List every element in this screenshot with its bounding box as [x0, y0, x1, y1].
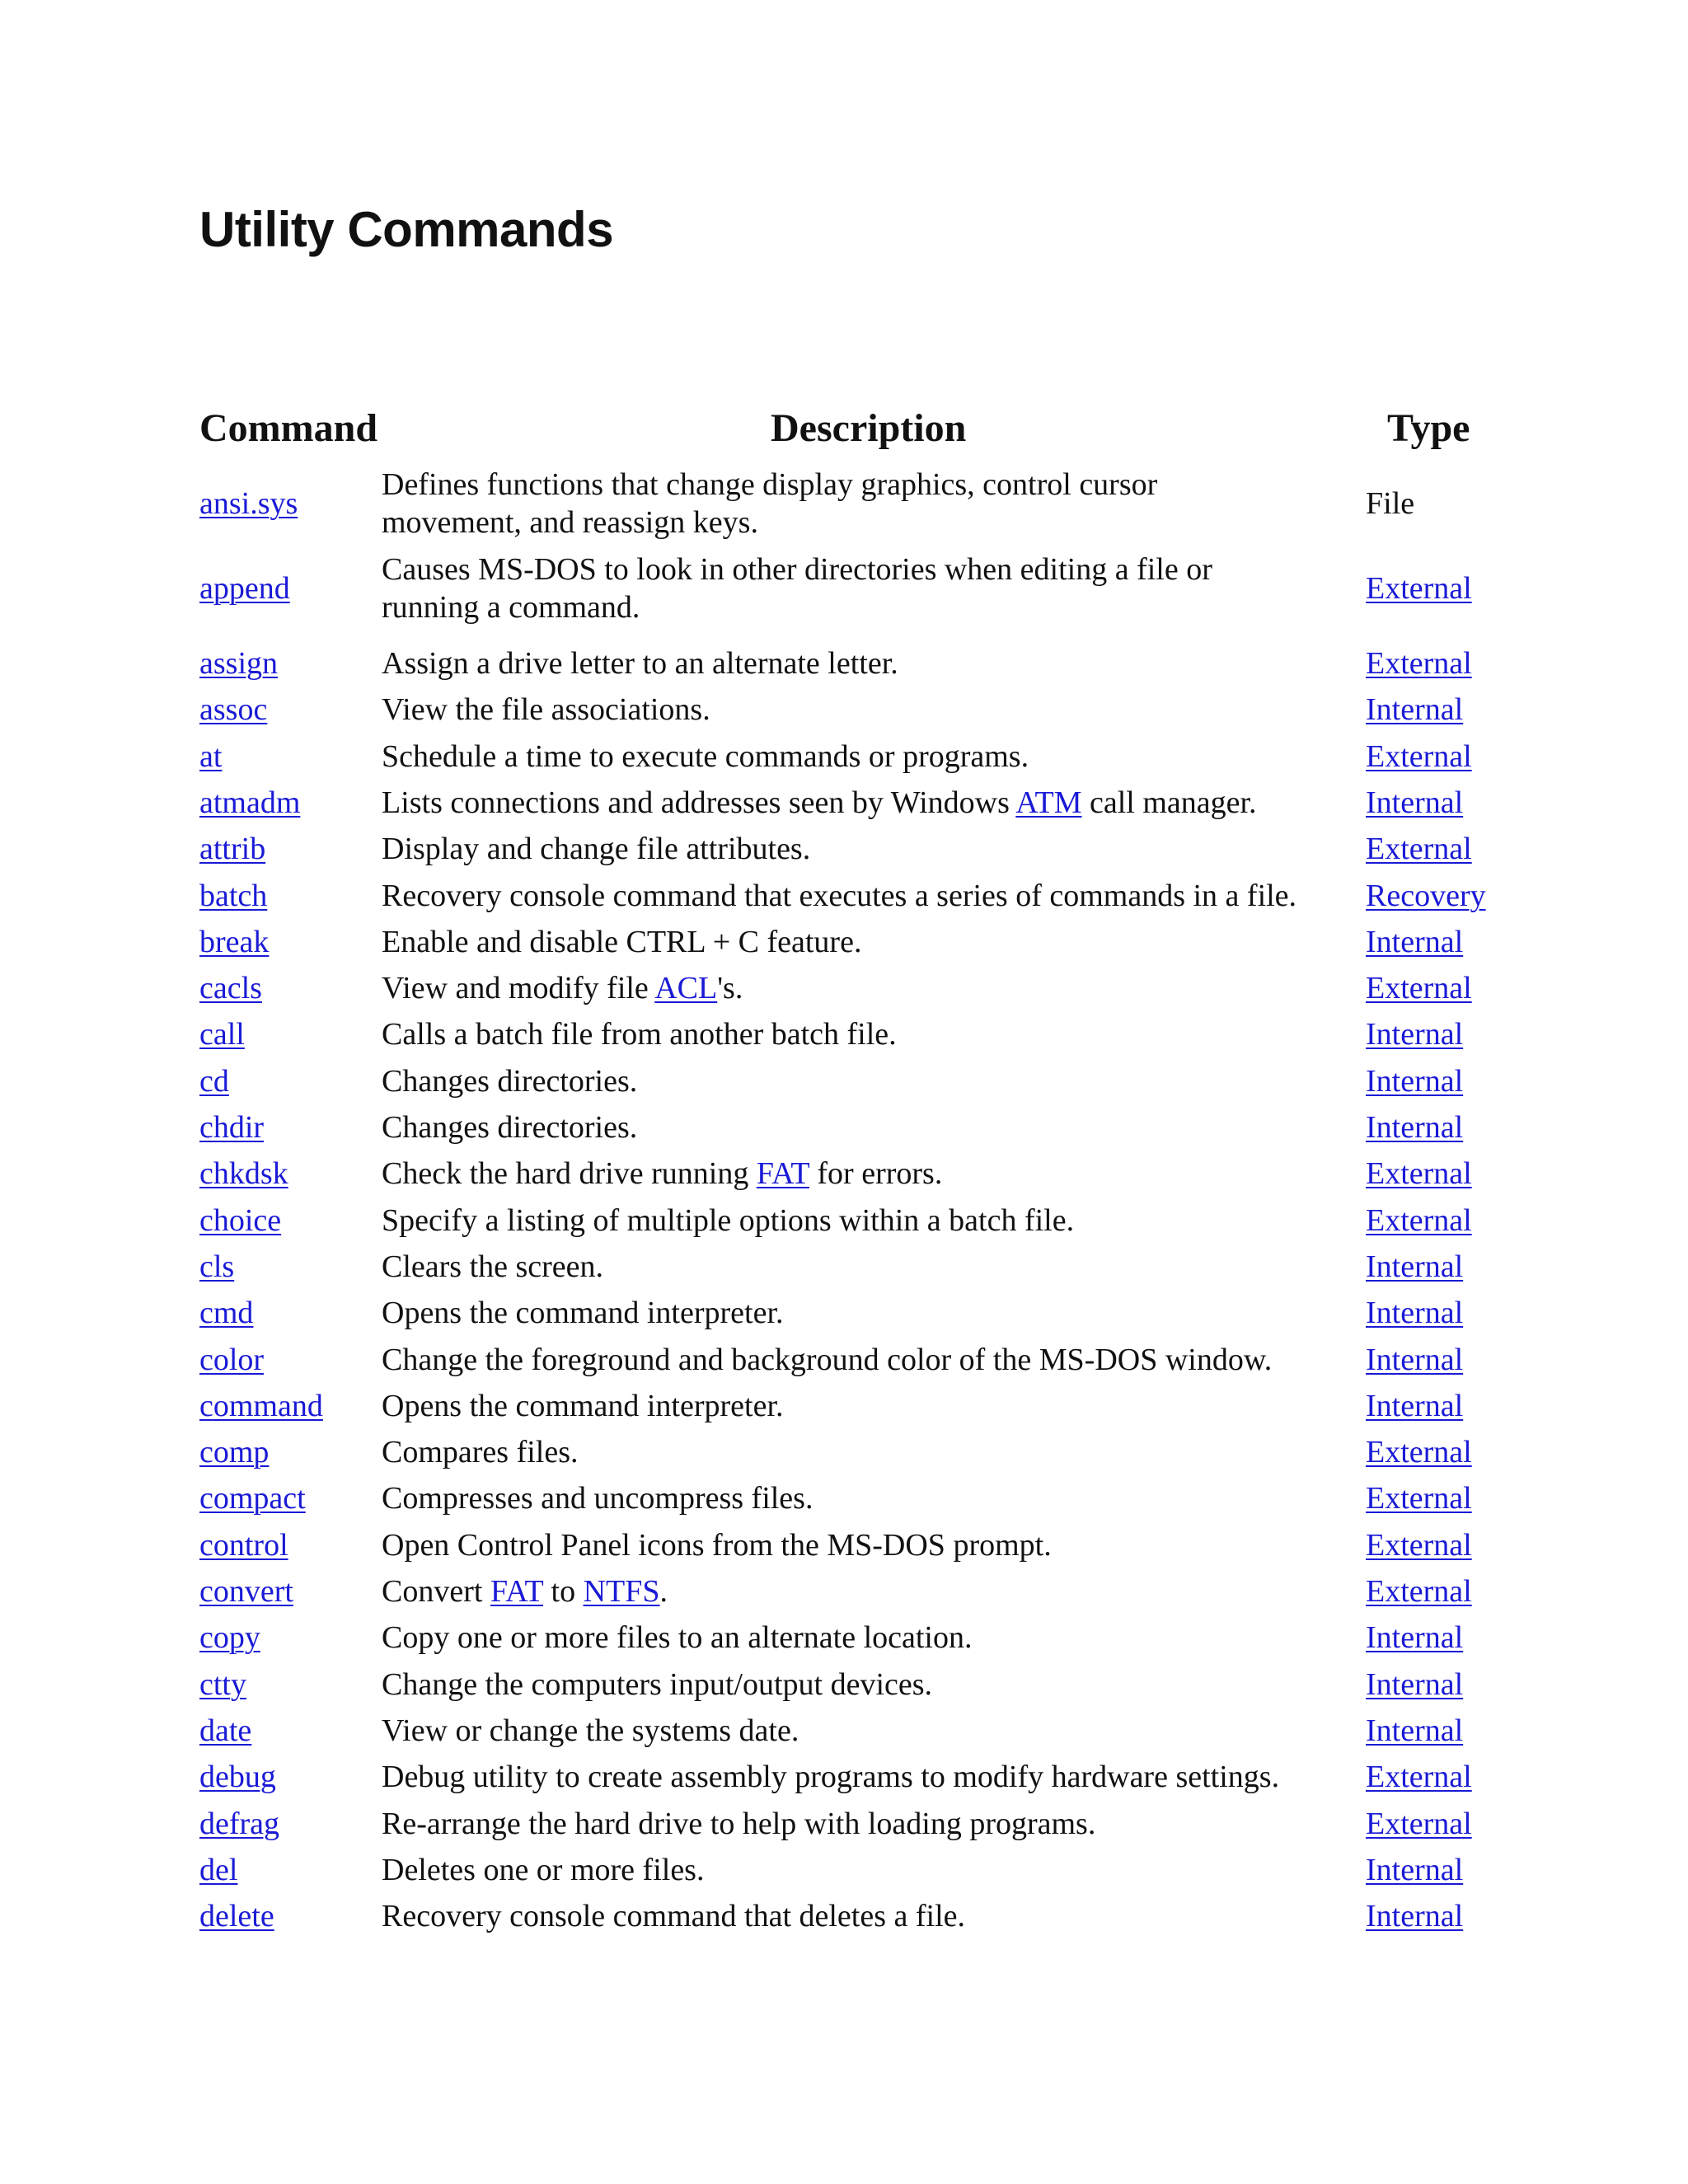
command-description [382, 1479, 1338, 1517]
command-description [382, 969, 1338, 1007]
command-type[interactable]: Internal [1366, 1666, 1464, 1702]
command-description [382, 551, 1255, 626]
command-type[interactable]: Internal [1366, 1713, 1464, 1748]
description-text: Changes directories. [382, 1110, 638, 1145]
command-description [382, 1015, 1338, 1053]
description-text: Changes directories. [382, 1063, 638, 1099]
description-text: . [659, 1574, 668, 1609]
command-type[interactable]: External [1366, 646, 1472, 681]
command-description [382, 1248, 1338, 1286]
command-link[interactable]: convert [199, 1574, 293, 1609]
command-link[interactable]: atmadm [199, 785, 301, 820]
description-text: Change the foreground and background color of the MS-DOS window. [382, 1342, 1273, 1377]
command-link[interactable]: chdir [199, 1110, 265, 1145]
command-link[interactable]: ansi.sys [199, 486, 298, 521]
command-link[interactable]: break [199, 924, 270, 959]
description-text: Opens the command interpreter. [382, 1388, 784, 1423]
page-title: Utility Commands [199, 202, 614, 257]
description-text: Copy one or more files to an alternate location. [382, 1620, 973, 1656]
command-description [382, 784, 1338, 822]
command-type[interactable]: External [1366, 1156, 1472, 1192]
description-text: Change the computers input/output devices. [382, 1666, 933, 1702]
description-text: Check the hard drive running [382, 1156, 757, 1192]
command-link[interactable]: del [199, 1852, 238, 1887]
command-type[interactable]: Internal [1366, 1249, 1464, 1284]
description-text: View the file associations. [382, 692, 710, 728]
command-type[interactable]: External [1366, 1806, 1472, 1841]
command-type[interactable]: External [1366, 1481, 1472, 1516]
command-description [382, 1758, 1338, 1796]
description-term-link[interactable]: FAT [756, 1156, 809, 1192]
command-link[interactable]: copy [199, 1620, 260, 1656]
description-text: Display and change file attributes. [382, 832, 811, 867]
description-text: for errors. [809, 1156, 943, 1192]
command-description [382, 923, 1338, 961]
column-header-type: Type [1387, 406, 1470, 450]
command-link[interactable]: compact [199, 1481, 306, 1516]
command-link[interactable]: ctty [199, 1666, 246, 1702]
command-description [382, 830, 1338, 868]
description-text: Opens the command interpreter. [382, 1296, 784, 1331]
description-text: Deletes one or more files. [382, 1852, 705, 1887]
description-text: Compresses and uncompress files. [382, 1481, 814, 1516]
description-text: Clears the screen. [382, 1249, 604, 1284]
command-link[interactable]: defrag [199, 1806, 280, 1841]
command-description [382, 1433, 1338, 1471]
description-text: Debug utility to create assembly programs to modify hardware settings. [382, 1760, 1280, 1795]
command-link[interactable]: append [199, 571, 290, 606]
description-text: Compares files. [382, 1435, 579, 1470]
command-description [382, 1155, 1338, 1193]
command-link[interactable]: comp [199, 1435, 270, 1470]
description-term-link[interactable]: FAT [490, 1574, 544, 1609]
command-link[interactable]: command [199, 1388, 323, 1423]
description-text: Re-arrange the hard drive to help with loading programs. [382, 1806, 1096, 1841]
command-link[interactable]: cmd [199, 1296, 254, 1331]
command-type[interactable]: Internal [1366, 1063, 1464, 1099]
command-description [382, 877, 1338, 915]
column-header-description: Description [771, 406, 967, 450]
command-description [382, 1619, 1338, 1657]
command-type[interactable]: Internal [1366, 1296, 1464, 1331]
description-text: Recovery console command that deletes a file. [382, 1899, 966, 1934]
command-link[interactable]: delete [199, 1899, 274, 1934]
command-link[interactable]: batch [199, 878, 268, 913]
command-link[interactable]: at [199, 738, 223, 774]
command-description [382, 1108, 1338, 1146]
command-description [382, 1572, 1338, 1610]
command-link[interactable]: cd [199, 1063, 229, 1099]
description-text: Defines functions that change display graphics, control cursor movement, and reassign keys. [382, 467, 1158, 540]
description-text: to [543, 1574, 584, 1609]
command-link[interactable]: control [199, 1527, 288, 1563]
command-type[interactable]: Internal [1366, 785, 1464, 820]
command-type[interactable]: External [1366, 1527, 1472, 1563]
description-text: Specify a listing of multiple options within a batch file. [382, 1202, 1075, 1238]
description-text: Enable and disable CTRL + C feature. [382, 924, 862, 959]
command-link[interactable]: assoc [199, 692, 268, 728]
command-link[interactable]: chkdsk [199, 1156, 288, 1192]
command-description [382, 1897, 1338, 1935]
description-text: Assign a drive letter to an alternate letter. [382, 646, 898, 681]
command-type[interactable]: Internal [1366, 692, 1464, 728]
command-link[interactable]: date [199, 1713, 252, 1748]
command-type[interactable]: External [1366, 832, 1472, 867]
command-description [382, 466, 1255, 541]
command-link[interactable]: assign [199, 646, 278, 681]
description-text: View and modify file [382, 971, 655, 1006]
command-link[interactable]: debug [199, 1760, 276, 1795]
description-text: Schedule a time to execute commands or programs. [382, 738, 1029, 774]
command-link[interactable]: cacls [199, 971, 262, 1006]
command-type[interactable]: External [1366, 1760, 1472, 1795]
command-link[interactable]: choice [199, 1202, 282, 1238]
command-description [382, 1805, 1338, 1843]
command-description [382, 644, 1338, 682]
description-term-link[interactable]: ACL [654, 971, 718, 1006]
command-type[interactable]: Internal [1366, 1852, 1464, 1887]
description-text: call manager. [1081, 785, 1257, 820]
column-header-command: Command [199, 406, 378, 450]
description-text: Causes MS-DOS to look in other directories when editing a file or running a command. [382, 552, 1212, 625]
description-term-link[interactable]: ATM [1015, 785, 1082, 820]
description-text: View or change the systems date. [382, 1713, 799, 1748]
description-text: 's. [717, 971, 743, 1006]
command-type[interactable]: Internal [1366, 1388, 1464, 1423]
command-description [382, 738, 1338, 776]
command-description [382, 691, 1338, 729]
command-type[interactable]: Internal [1366, 1342, 1464, 1377]
command-type[interactable]: Internal [1366, 924, 1464, 959]
command-description [382, 1202, 1338, 1240]
description-text: Convert [382, 1574, 490, 1609]
command-type[interactable]: External [1366, 738, 1472, 774]
command-description [382, 1666, 1338, 1704]
command-link[interactable]: attrib [199, 832, 266, 867]
command-description [382, 1387, 1338, 1425]
command-description [382, 1526, 1338, 1564]
command-type: File [1366, 486, 1415, 521]
command-type[interactable]: External [1366, 1435, 1472, 1470]
command-type[interactable]: Recovery [1366, 878, 1486, 913]
command-type[interactable]: External [1366, 1574, 1472, 1609]
command-description [382, 1294, 1338, 1332]
command-link[interactable]: cls [199, 1249, 235, 1284]
command-link[interactable]: call [199, 1017, 245, 1052]
command-type[interactable]: External [1366, 1202, 1472, 1238]
description-text: Calls a batch file from another batch file. [382, 1017, 897, 1052]
command-type[interactable]: External [1366, 971, 1472, 1006]
description-text: Lists connections and addresses seen by Windows [382, 785, 1016, 820]
command-description [382, 1341, 1338, 1379]
description-term-link[interactable]: NTFS [583, 1574, 660, 1609]
command-description [382, 1062, 1338, 1100]
command-type[interactable]: Internal [1366, 1110, 1464, 1145]
command-type[interactable]: Internal [1366, 1899, 1464, 1934]
description-text: Recovery console command that executes a series of commands in a file. [382, 878, 1297, 913]
command-description [382, 1851, 1338, 1889]
description-text: Open Control Panel icons from the MS-DOS prompt. [382, 1527, 1052, 1563]
command-description [382, 1712, 1338, 1750]
command-type[interactable]: Internal [1366, 1620, 1464, 1656]
command-link[interactable]: color [199, 1342, 265, 1377]
command-type[interactable]: External [1366, 571, 1472, 606]
command-type[interactable]: Internal [1366, 1017, 1464, 1052]
